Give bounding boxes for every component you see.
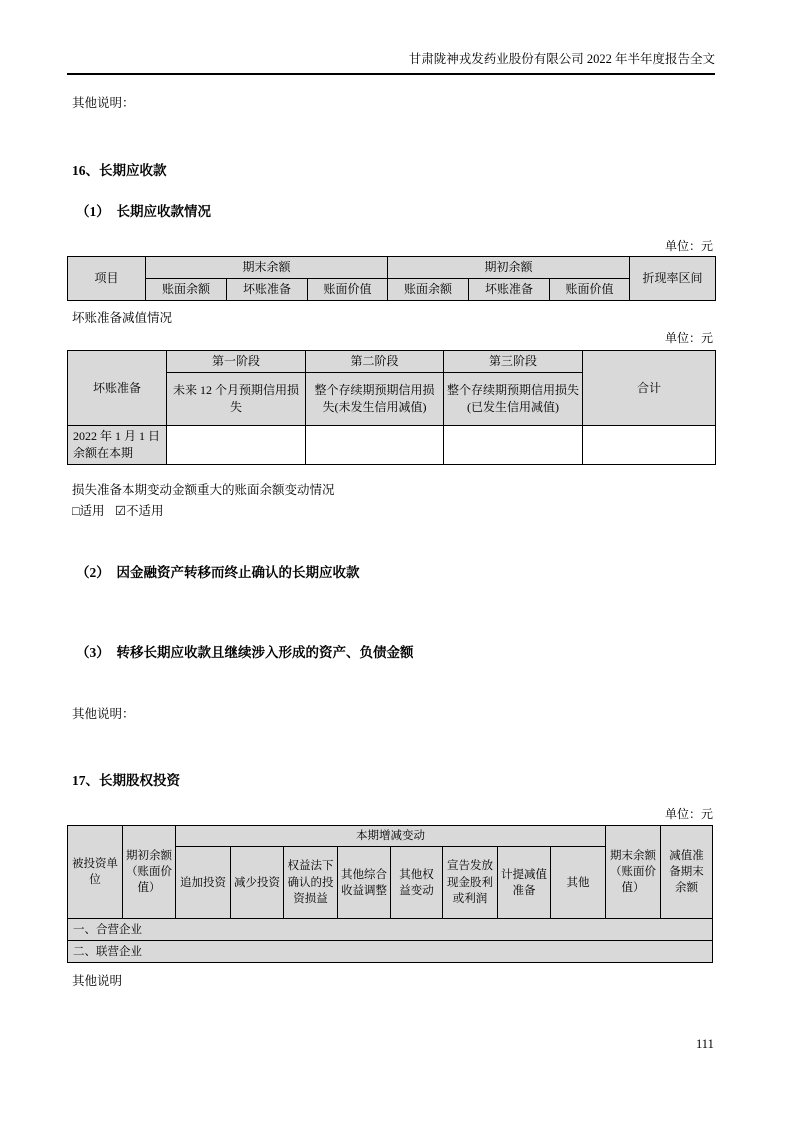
section16-sub1-title: （1） 长期应收款情况 bbox=[76, 204, 211, 219]
long-term-equity-investment-table bbox=[67, 825, 713, 963]
table2-row-value-stage1 bbox=[167, 426, 306, 465]
table2-header-total: 合计 bbox=[583, 351, 716, 426]
table1-sub-bad-debt-begin: 坏账准备 bbox=[469, 278, 550, 300]
table2-row-value-stage2 bbox=[306, 426, 444, 465]
table1-sub-book-balance-end: 账面余额 bbox=[146, 278, 227, 300]
table1-col-item: 项目 bbox=[68, 257, 146, 301]
table3-col-other-comprehensive-income: 其他综合收益调整 bbox=[338, 847, 391, 919]
table1-sub-book-value-begin: 账面价值 bbox=[550, 278, 630, 300]
table1-group-beginning: 期初余额 bbox=[388, 257, 630, 279]
table3-col-other: 其他 bbox=[551, 847, 606, 919]
long-term-receivables-table bbox=[67, 256, 716, 301]
table2-stage3-desc: 整个存续期预期信用损失(已发生信用减值) bbox=[444, 373, 583, 426]
table3-row-joint-ventures bbox=[68, 919, 713, 941]
table2-row-value-stage3 bbox=[444, 426, 583, 465]
other-notes-middle: 其他说明： bbox=[72, 707, 135, 721]
table2-stage1-name: 第一阶段 bbox=[167, 351, 306, 373]
applicability-line bbox=[72, 501, 164, 519]
table2-stage1-desc: 未来 12 个月预期信用损失 bbox=[167, 373, 306, 426]
not-applicable-checkbox-label: ☑不适用 bbox=[114, 504, 164, 518]
other-notes-top: 其他说明： bbox=[72, 96, 135, 110]
table3-col-equity-method-pl: 权益法下确认的投资损益 bbox=[284, 847, 338, 919]
table3-row-associates-label: 二、联营企业 bbox=[68, 941, 713, 963]
table3-col-additional-investment: 追加投资 bbox=[176, 847, 231, 919]
applicable-checkbox-label: □适用 bbox=[72, 504, 105, 518]
page-number: 111 bbox=[696, 1037, 714, 1051]
table3-col-other-equity-change: 其他权益变动 bbox=[391, 847, 443, 919]
table3-row-associates bbox=[68, 941, 713, 963]
unit-label-1: 单位：元 bbox=[664, 239, 713, 253]
table2-row bbox=[68, 426, 716, 465]
bad-debt-provision-table bbox=[67, 350, 716, 465]
section16-title: 16、长期应收款 bbox=[72, 163, 167, 178]
table3-row-joint-ventures-label: 一、合营企业 bbox=[68, 919, 713, 941]
table3-col-impairment-ending: 减值准备期末余额 bbox=[661, 826, 713, 919]
doc-header-title: 甘肃陇神戎发药业股份有限公司 2022 年半年度报告全文 bbox=[408, 52, 715, 66]
unit-label-3: 单位：元 bbox=[664, 807, 713, 821]
table2-stage3-name: 第三阶段 bbox=[444, 351, 583, 373]
unit-label-2: 单位：元 bbox=[664, 331, 713, 345]
bad-debt-impairment-note: 坏账准备减值情况 bbox=[72, 311, 173, 325]
table3-col-reduced-investment: 减少投资 bbox=[231, 847, 284, 919]
loss-provision-change-note: 损失准备本期变动金额重大的账面余额变动情况 bbox=[72, 483, 335, 497]
section17-title: 17、长期股权投资 bbox=[72, 773, 180, 788]
table3-col-investee: 被投资单位 bbox=[68, 826, 123, 919]
table3-col-ending-balance: 期末余额（账面价值） bbox=[606, 826, 661, 919]
doc-header bbox=[67, 49, 715, 75]
table1-sub-bad-debt-end: 坏账准备 bbox=[227, 278, 308, 300]
table2-stage2-desc: 整个存续期预期信用损失(未发生信用减值) bbox=[306, 373, 444, 426]
table3-col-beginning-balance: 期初余额（账面价值） bbox=[123, 826, 176, 919]
table3-col-impairment-provision: 计提减值准备 bbox=[498, 847, 551, 919]
other-notes-bottom: 其他说明 bbox=[72, 974, 123, 988]
table2-header-bad-debt: 坏账准备 bbox=[68, 351, 167, 426]
table2-row-label: 2022 年 1 月 1 日余额在本期 bbox=[68, 426, 167, 465]
section16-sub2-title: （2） 因金融资产转移而终止确认的长期应收款 bbox=[76, 565, 360, 580]
table1-col-discount-range: 折现率区间 bbox=[630, 257, 716, 301]
table1-sub-book-value-end: 账面价值 bbox=[308, 278, 388, 300]
table2-stage2-name: 第二阶段 bbox=[306, 351, 444, 373]
section16-sub3-title: （3） 转移长期应收款且继续涉入形成的资产、负债金额 bbox=[76, 645, 414, 660]
table3-group-period-change: 本期增减变动 bbox=[176, 826, 606, 847]
table3-col-declared-dividends: 宣告发放现金股利或利润 bbox=[443, 847, 498, 919]
table2-row-value-total bbox=[583, 426, 716, 465]
table1-sub-book-balance-begin: 账面余额 bbox=[388, 278, 469, 300]
table1-group-ending: 期末余额 bbox=[146, 257, 388, 279]
